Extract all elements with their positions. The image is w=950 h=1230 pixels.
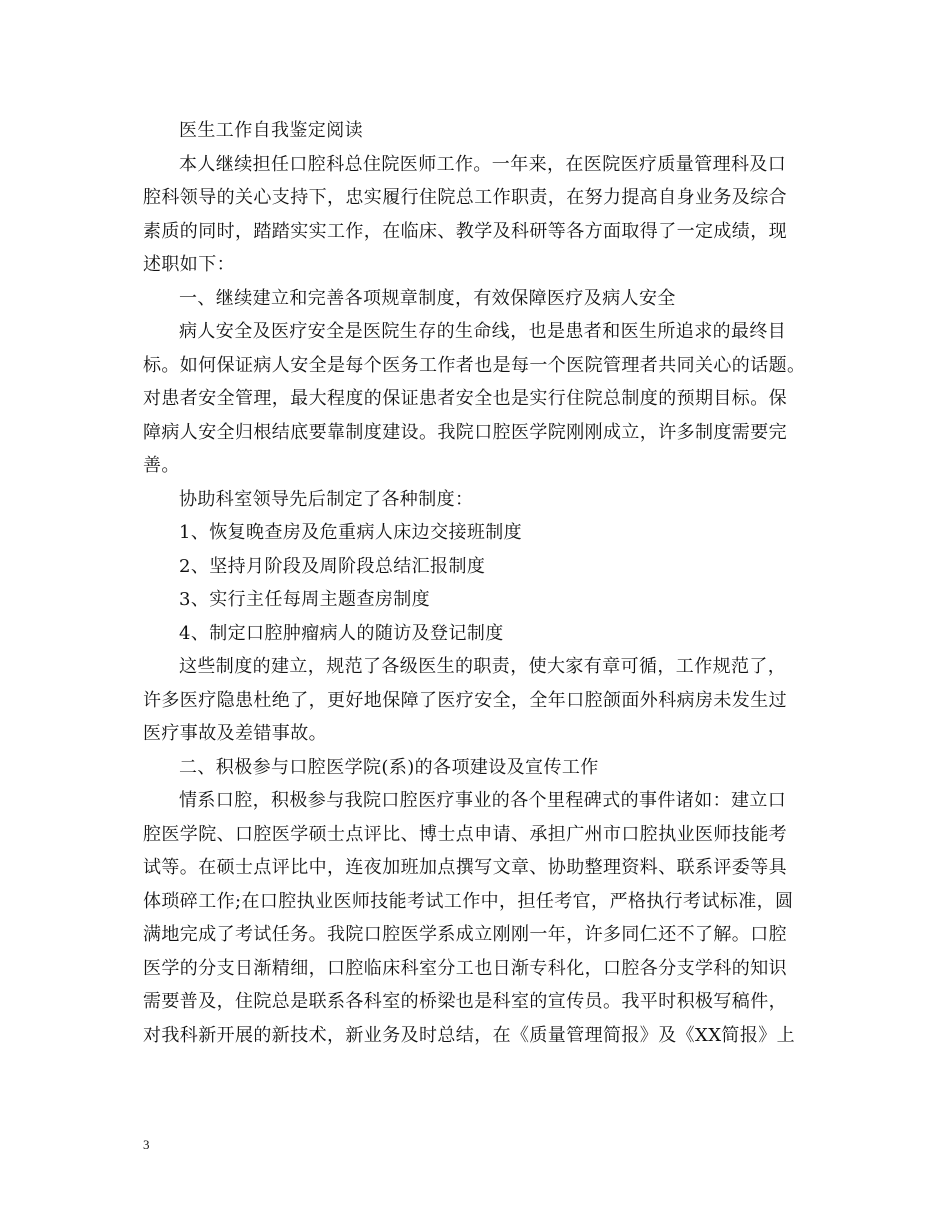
paragraph-line: 对患者安全管理，最大程度的保证患者安全也是实行住院总制度的预期目标。保: [143, 388, 787, 409]
paragraph-line: 医学的分支日渐精细，口腔临床科室分工也日渐专科化，口腔各分支学科的知识: [143, 957, 787, 979]
paragraph-line: 满地完成了考试任务。我院口腔医学系成立刚刚一年，许多同仁还不了解。口腔: [143, 924, 787, 945]
paragraph-line: 病人安全及医疗安全是医院生存的生命线，也是患者和医生所追求的最终目: [179, 321, 787, 342]
paragraph-line: 标。如何保证病人安全是每个医务工作者也是每一个医院管理者共同关心的话题。: [143, 354, 806, 376]
paragraph-line: 协助科室领导先后制定了各种制度：: [179, 488, 474, 510]
paragraph-line: 腔科领导的关心支持下，忠实履行住院总工作职责，在努力提高自身业务及综合: [143, 187, 787, 208]
paragraph-line: 对我科新开展的新技术，新业务及时总结，在《质量管理简报》及《XX简报》上: [143, 1024, 796, 1046]
paragraph-line: 试等。在硕士点评比中，连夜加班加点撰写文章、协助整理资料、联系评委等具: [143, 857, 787, 878]
paragraph-line: 需要普及，住院总是联系各科室的桥梁也是科室的宣传员。我平时积极写稿件，: [143, 991, 787, 1012]
list-item: 4、制定口腔肿瘤病人的随访及登记制度: [179, 622, 504, 644]
list-item: 1、恢复晚查房及危重病人床边交接班制度: [179, 522, 523, 543]
paragraph-line: 善。: [143, 455, 180, 476]
list-item: 3、实行主任每周主题查房制度: [179, 589, 431, 610]
paragraph-line: 体琐碎工作;在口腔执业医师技能考试工作中，担任考官，严格执行考试标准，圆: [143, 890, 794, 912]
paragraph-line: 这些制度的建立，规范了各级医生的职责，使大家有章可循，工作规范了，: [179, 656, 787, 677]
paragraph-line: 情系口腔，积极参与我院口腔医疗事业的各个里程碑式的事件诸如：建立口: [179, 790, 787, 811]
paragraph-line: 障病人安全归根结底要靠制度建设。我院口腔医学院刚刚成立，许多制度需要完: [143, 421, 787, 443]
document-title: 医生工作自我鉴定阅读: [179, 120, 363, 141]
paragraph-line: 腔医学院、口腔医学硕士点评比、博士点申请、承担广州市口腔执业医师技能考: [143, 823, 787, 845]
list-item: 2、坚持月阶段及周阶段总结汇报制度: [179, 555, 486, 577]
section-heading: 二、积极参与口腔医学院(系)的各项建设及宣传工作: [179, 756, 599, 778]
paragraph-line: 述职如下：: [143, 254, 235, 275]
section-heading: 一、继续建立和完善各项规章制度，有效保障医疗及病人安全: [179, 287, 676, 309]
page-number: 3: [143, 1137, 150, 1152]
paragraph-line: 许多医疗隐患杜绝了，更好地保障了医疗安全，全年口腔颌面外科病房未发生过: [143, 689, 787, 711]
paragraph-line: 素质的同时，踏踏实实工作，在临床、教学及科研等各方面取得了一定成绩，现: [143, 220, 787, 242]
paragraph-line: 医疗事故及差错事故。: [143, 723, 327, 744]
paragraph-line: 本人继续担任口腔科总住院医师工作。一年来，在医院医疗质量管理科及口: [179, 153, 787, 175]
document-body: [143, 114, 825, 1052]
